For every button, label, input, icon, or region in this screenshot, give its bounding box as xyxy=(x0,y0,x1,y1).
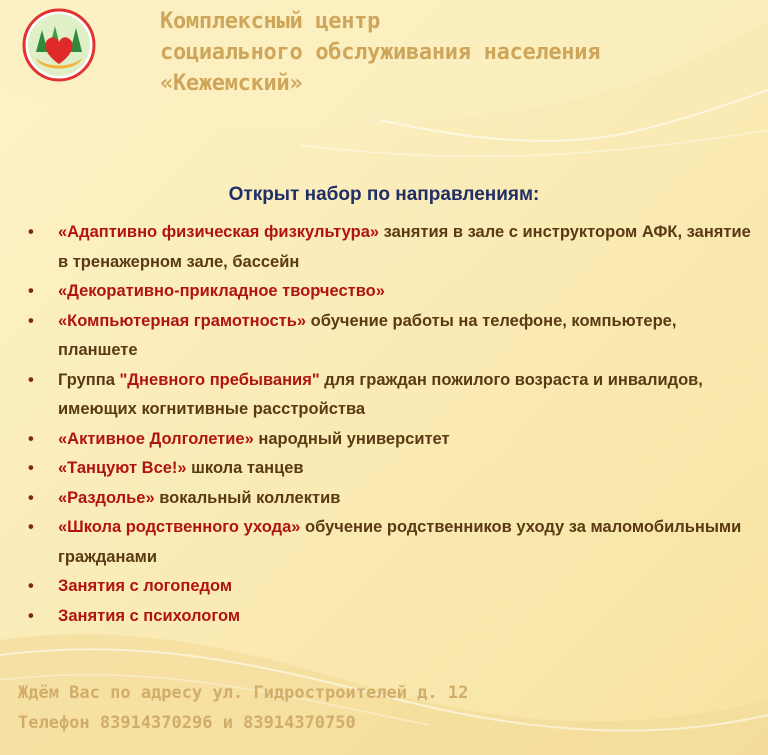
list-item xyxy=(28,307,758,366)
item-accent: «Раздолье» xyxy=(58,488,155,507)
bullet-icon: • xyxy=(28,518,34,536)
bullet-icon: • xyxy=(28,606,34,625)
item-text: для граждан пожилого возраста и инвалидов, имеющих когнитивные расстройства xyxy=(58,370,703,418)
list-item xyxy=(28,602,758,632)
list-item xyxy=(28,366,758,425)
item-accent: Занятия с логопедом xyxy=(58,577,233,595)
phone-text: Телефон 83914370296 и 83914370750 xyxy=(18,713,356,733)
directions-list xyxy=(28,218,758,631)
item-accent: «Адаптивно физическая физкультура» xyxy=(58,223,380,241)
bullet-icon: • xyxy=(28,370,34,389)
contact-footer xyxy=(18,678,468,738)
org-title-line-1: Комплексный центр xyxy=(160,9,381,34)
list-item xyxy=(28,513,758,572)
item-text: школа танцев xyxy=(186,459,304,477)
section-heading: Открыт набор по направлениям: xyxy=(228,184,540,205)
org-title-line-2: социального обслуживания населения xyxy=(160,40,601,65)
address-text: Ждём Вас по адресу ул. Гидростроителей д. 12 xyxy=(18,683,469,703)
list-item xyxy=(28,484,758,514)
item-text: обучение работы на телефоне, компьютере, планшете xyxy=(58,311,677,359)
list-item xyxy=(28,454,758,484)
item-accent: «Школа родственного ухода» xyxy=(58,518,301,536)
bullet-icon: • xyxy=(28,577,34,595)
item-text: занятия в зале с инструктором АФК, занятие в тренажерном зале, бассейн xyxy=(58,223,751,271)
item-accent: "Дневного пребывания" xyxy=(119,370,320,389)
org-title-line-3: «Кежемский» xyxy=(160,71,303,96)
item-accent: Занятия с психологом xyxy=(58,606,241,625)
item-prefix: Группа xyxy=(58,370,120,389)
bullet-icon: • xyxy=(28,282,34,300)
item-accent: «Декоративно-прикладное творчество» xyxy=(58,282,385,300)
item-text: народный университет xyxy=(253,429,450,448)
bullet-icon: • xyxy=(28,459,34,477)
item-text: вокальный коллектив xyxy=(154,488,341,507)
list-item xyxy=(28,218,758,277)
organization-title xyxy=(160,6,760,99)
list-item xyxy=(28,277,758,307)
list-item xyxy=(28,572,758,602)
item-text: обучение родственников уходу за маломобильными гражданами xyxy=(58,518,742,566)
bullet-icon: • xyxy=(28,429,34,448)
list-item xyxy=(28,425,758,455)
bullet-icon: • xyxy=(28,223,34,241)
item-accent: «Активное Долголетие» xyxy=(58,429,254,448)
heart-hands-trees-logo xyxy=(22,8,96,82)
item-accent: «Компьютерная грамотность» xyxy=(58,311,307,330)
item-accent: «Танцуют Все!» xyxy=(58,459,187,477)
bullet-icon: • xyxy=(28,311,34,330)
bullet-icon: • xyxy=(28,488,34,507)
